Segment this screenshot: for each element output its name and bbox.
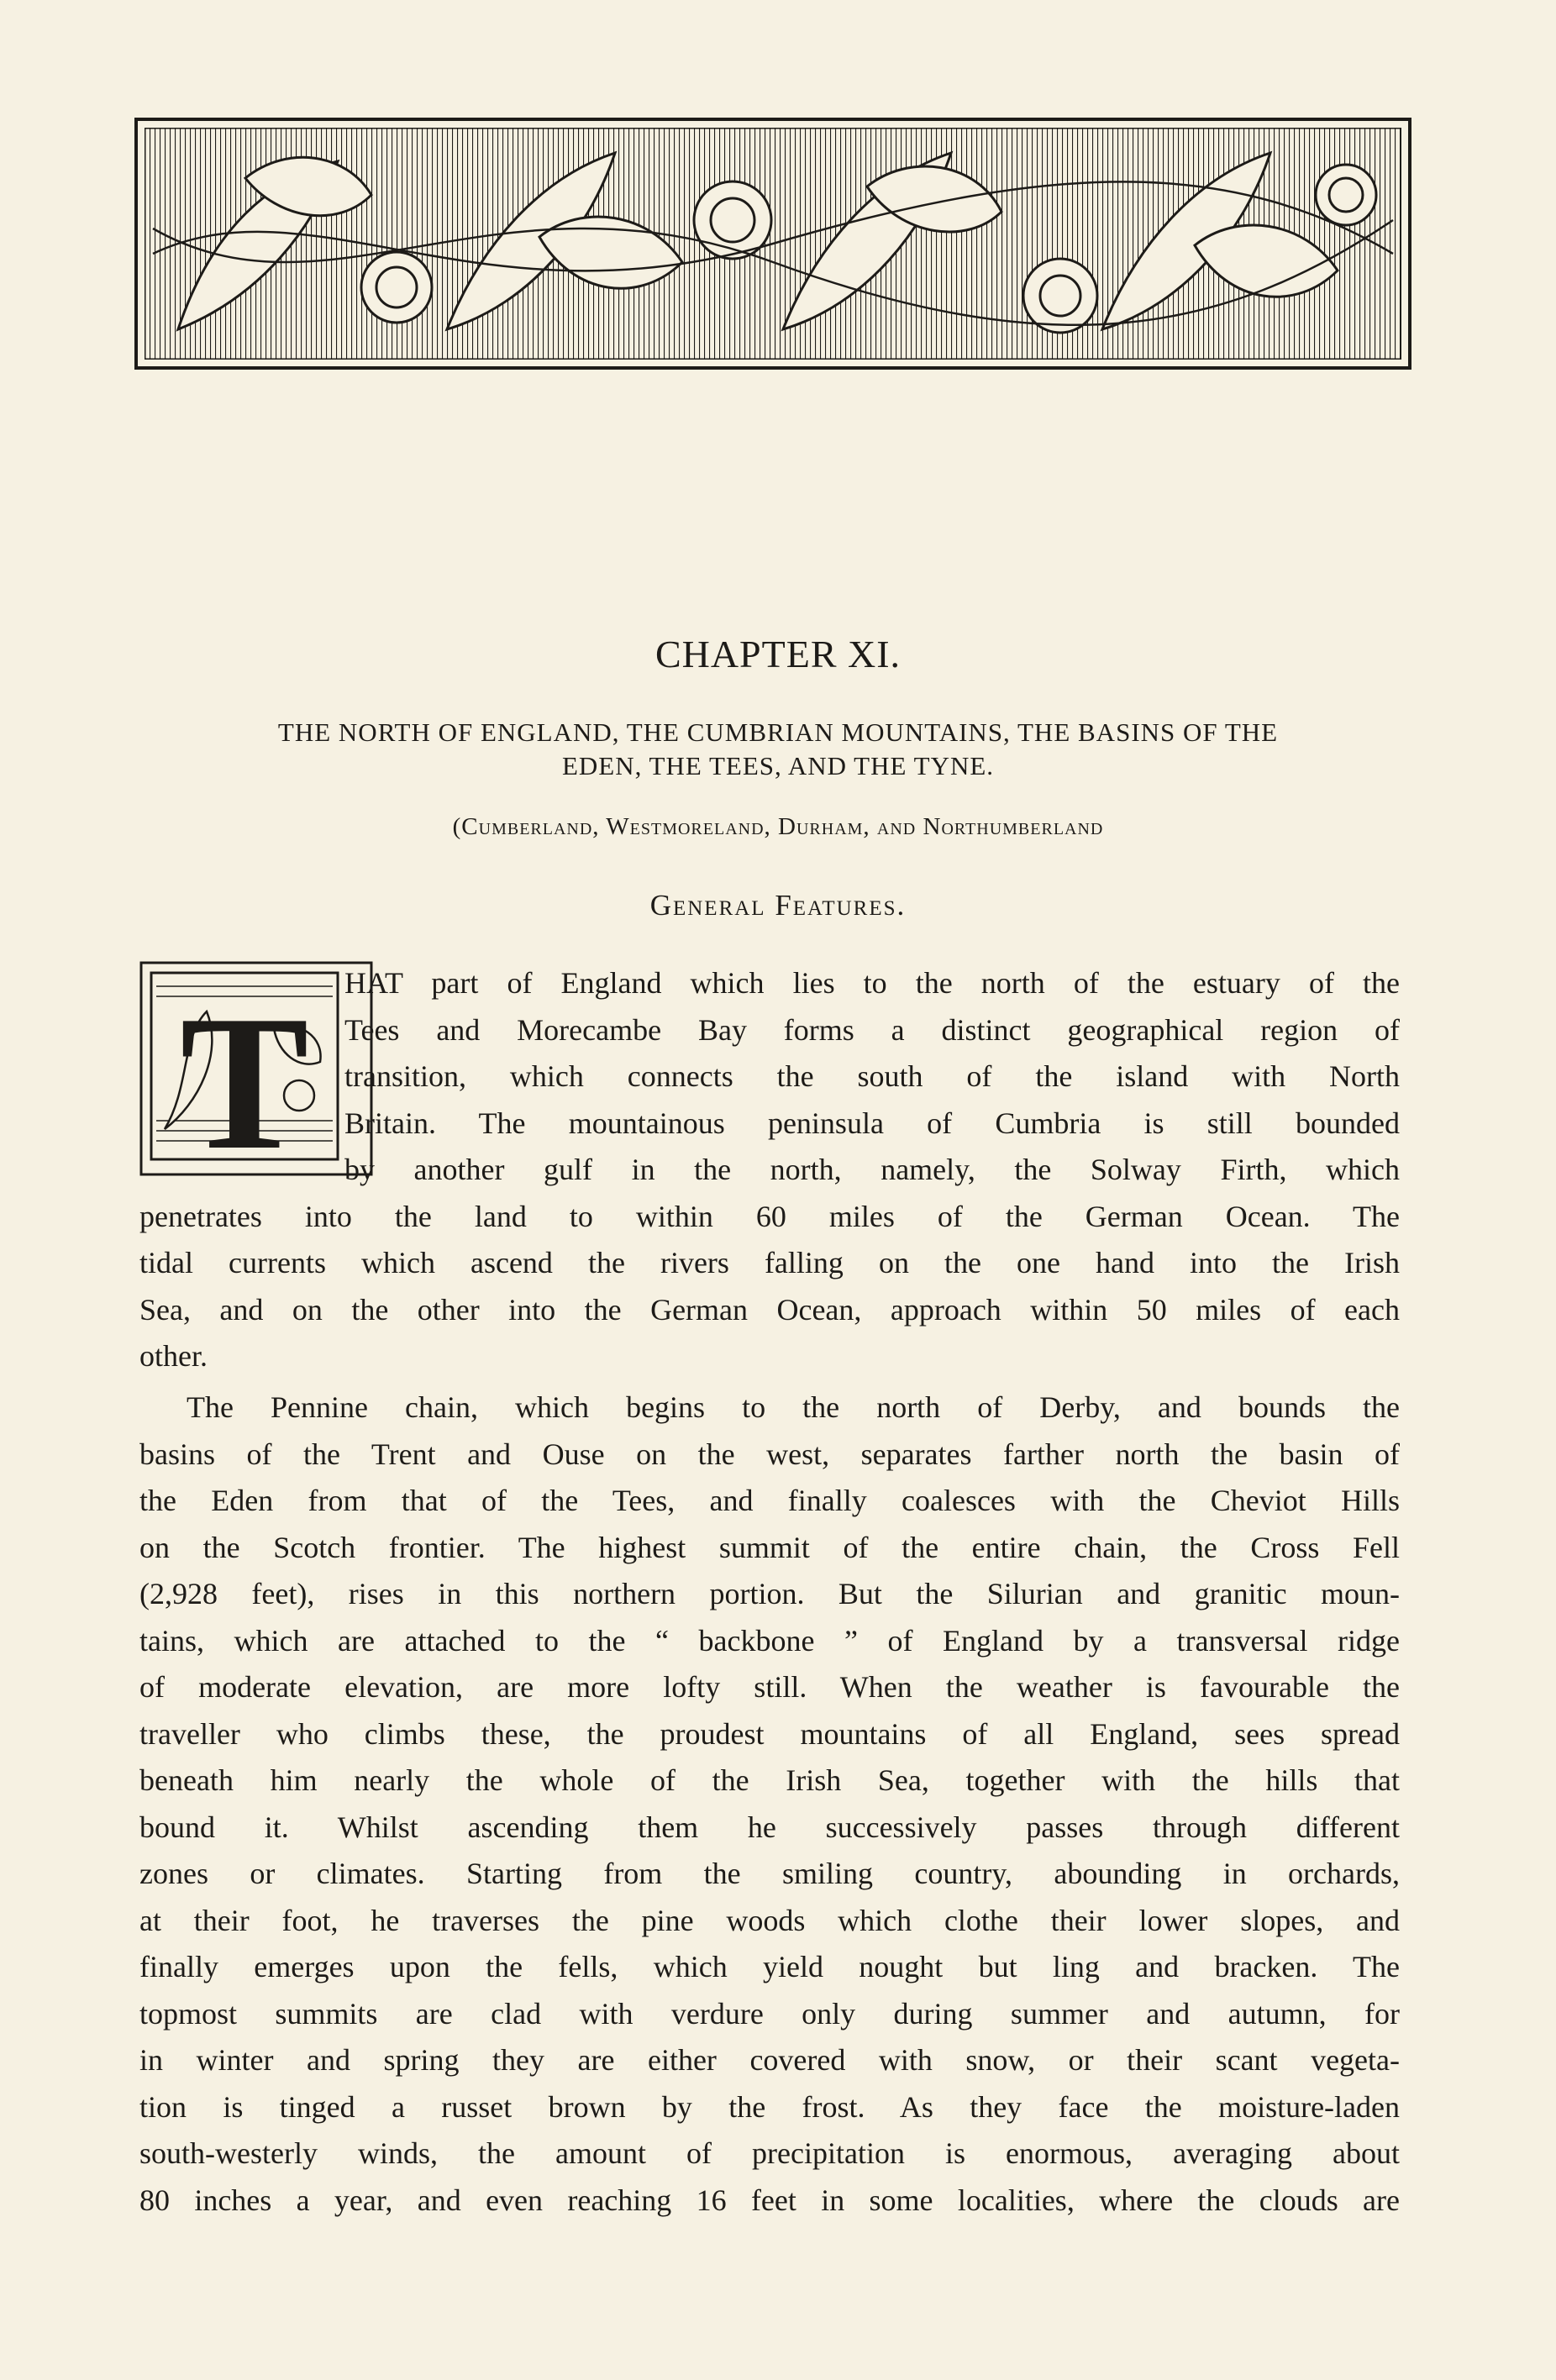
text-line: zones or climates. Starting from the smiling country, abounding in orchards, <box>139 1857 1400 1890</box>
text-line: Tees and Morecambe Bay forms a distinct geographical region of <box>344 1012 1400 1047</box>
floral-ornament-icon <box>145 128 1401 360</box>
text-line: topmost summits are clad with verdure only during summer and autumn, for <box>139 1996 1400 2031</box>
text-line: by another gulf in the north, namely, the Solway Firth, which <box>344 1153 1400 1186</box>
counties-list: (Cumberland, Westmoreland, Durham, and Northumberland <box>452 813 1104 840</box>
text-line: (2,928 feet), rises in this northern portion. But the Silurian and granitic moun- <box>139 1577 1400 1610</box>
text-line: The Pennine chain, which begins to the north of Derby, and bounds the <box>187 1390 1400 1424</box>
text-line: bound it. Whilst ascending them he successively passes through different <box>139 1810 1400 1844</box>
text-line: beneath him nearly the whole of the Irish Sea, together with the hills that <box>139 1763 1400 1797</box>
section-heading: General Features. <box>649 889 907 922</box>
ornamental-headpiece <box>134 118 1411 370</box>
text-line: other. <box>139 1339 208 1373</box>
chapter-subtitle-line: EDEN, THE TEES, AND THE TYNE. <box>561 751 995 780</box>
text-line: 80 inches a year, and even reaching 16 feet in some localities, where the clouds are <box>139 2183 1400 2217</box>
text-line: in winter and spring they are either covered with snow, or their scant vegeta- <box>139 2043 1400 2077</box>
text-line: HAT part of England which lies to the north of the estuary of the <box>344 966 1400 1000</box>
drop-cap-letter: T <box>180 975 309 1176</box>
text-line: of moderate elevation, are more lofty still. When the weather is favourable the <box>139 1670 1400 1704</box>
text-line: Sea, and on the other into the German Ocean, approach within 50 miles of each <box>139 1292 1400 1327</box>
text-line: penetrates into the land to within 60 miles of the German Ocean. The <box>139 1199 1400 1233</box>
text-line: on the Scotch frontier. The highest summit of the entire chain, the Cross Fell <box>139 1530 1400 1564</box>
text-line: traveller who climbs these, the proudest mountains of all England, sees spread <box>139 1716 1400 1751</box>
text-line: the Eden from that of the Tees, and finally coalesces with the Cheviot Hills <box>139 1484 1400 1517</box>
text-line: Britain. The mountainous peninsula of Cumbria is still bounded <box>344 1106 1400 1140</box>
text-line: transition, which connects the south of the island with North <box>344 1059 1400 1093</box>
text-line: finally emerges upon the fells, which yield nought but ling and bracken. The <box>139 1950 1400 1983</box>
chapter-subtitle <box>168 716 1388 783</box>
text-line: at their foot, he traverses the pine woods which clothe their lower slopes, and <box>139 1903 1400 1937</box>
text-line: tains, which are attached to the “ backbone ” of England by a transversal ridge <box>139 1623 1400 1658</box>
paragraph-2 <box>139 1384 1400 2224</box>
text-line: basins of the Trent and Ouse on the west, separates farther north the basin of <box>139 1437 1400 1471</box>
chapter-heading: CHAPTER XI. <box>654 633 902 675</box>
text-line: south-westerly winds, the amount of precipitation is enormous, averaging about <box>139 2136 1400 2170</box>
text-line: tion is tinged a russet brown by the frost. As they face the moisture-laden <box>139 2089 1400 2124</box>
chapter-subtitle-line: THE NORTH OF ENGLAND, THE CUMBRIAN MOUNTAINS, THE BASINS OF THE <box>277 717 1279 747</box>
paragraph-1 <box>139 960 1400 1380</box>
text-line: tidal currents which ascend the rivers falling on the one hand into the Irish <box>139 1246 1400 1279</box>
